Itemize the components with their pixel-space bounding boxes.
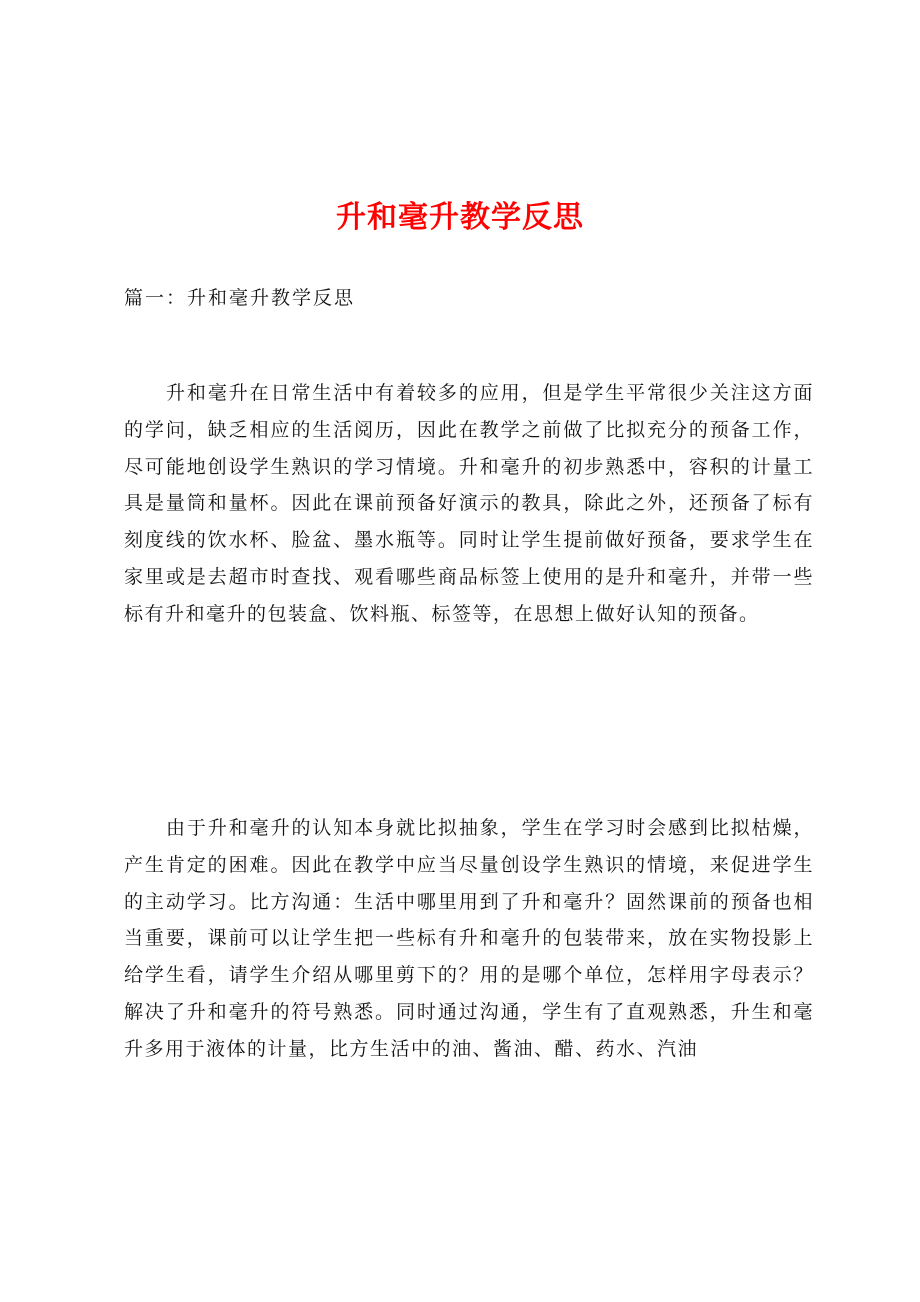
paragraph-2: 由于升和毫升的认知本身就比拟抽象，学生在学习时会感到比拟枯燥，产生肯定的困难。因此在教学中应当尽量创设学生熟识的情境，来促进学生的主动学习。比方沟通：生活中哪里用到了升和毫升？固然课前的预备也相当重要，课前可以让学生把一些标有升和毫升的包装带来，放在实物投影上给学生看，请学生介绍从哪里剪下的？用的是哪个单位，怎样用字母表示？解决了升和毫升的符号熟悉。同时通过沟通，学生有了直观熟悉，升生和毫升多用于液体的计量，比方生活中的油、酱油、醋、药水、汽油 — [124, 817, 814, 1060]
paragraph-1: 升和毫升在日常生活中有着较多的应用，但是学生平常很少关注这方面的学问，缺乏相应的生活阅历，因此在教学之前做了比拟充分的预备工作，尽可能地创设学生熟识的学习情境。升和毫升的初步熟悉中，容积的计量工具是量筒和量杯。因此在课前预备好演示的教具，除此之外，还预备了标有刻度线的饮水杯、脸盆、墨水瓶等。同时让学生提前做好预备，要求学生在家里或是去超市时查找、观看哪些商品标签上使用的是升和毫升，并带一些标有升和毫升的包装盒、饮料瓶、标签等，在思想上做好认知的预备。 — [124, 382, 814, 625]
section-heading: 篇一：升和毫升教学反思 — [124, 287, 356, 309]
document-title: 升和毫升教学反思 — [336, 200, 584, 235]
